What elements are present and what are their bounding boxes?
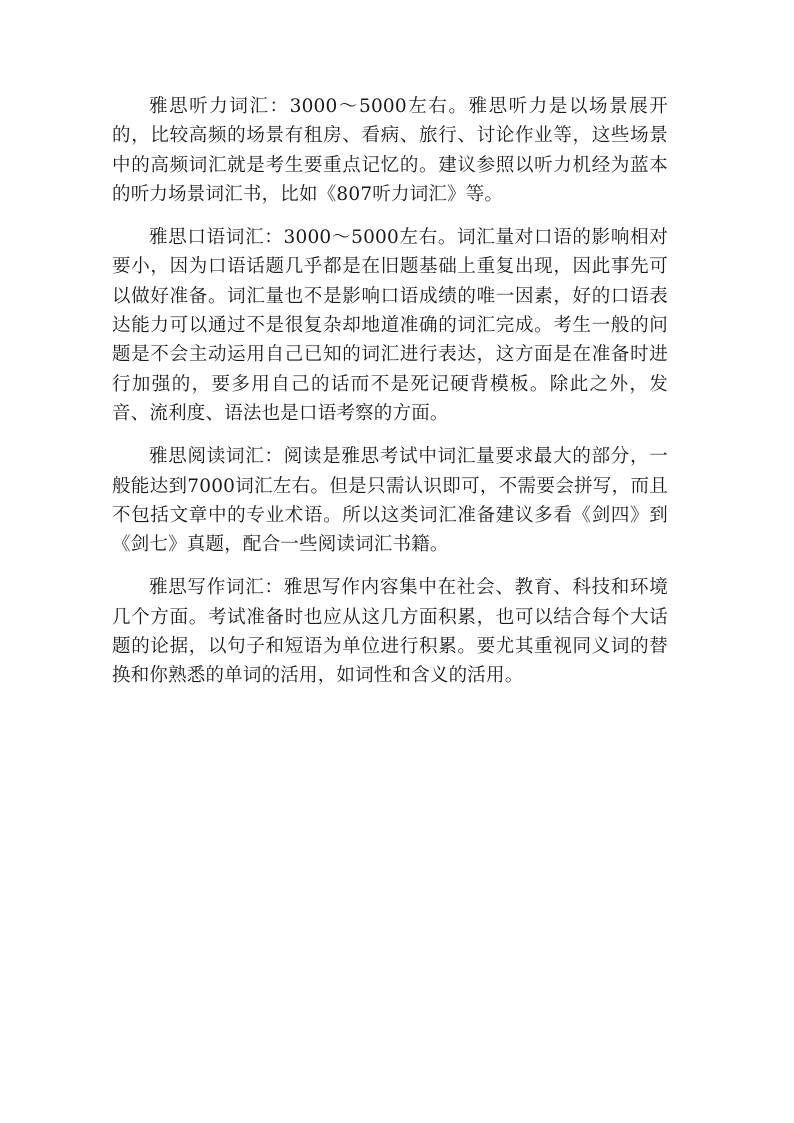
paragraph-speaking-vocabulary: 雅思口语词汇：3000～5000左右。词汇量对口语的影响相对要小，因为口语话题几乎都是在旧题基础上重复出现，因此事先可以做好准备。词汇量也不是影响口语成绩的唯一因素，好的口语表达能力可以通过不是很复杂却地道准确的词汇完成。考生一般的问题是不会主动运用自己已知的词汇进行表达，这方面是在准备时进行加强的，要多用自己的话而不是死记硬背模板。除此之外，发音、流利度、语法也是口语考察的方面。 — [112, 227, 668, 424]
paragraph-reading-vocabulary: 雅思阅读词汇：阅读是雅思考试中词汇量要求最大的部分，一般能达到7000词汇左右。但是只需认识即可，不需要会拼写，而且不包括文章中的专业术语。所以这类词汇准备建议多看《剑四》到《剑七》真题，配合一些阅读词汇书籍。 — [112, 446, 668, 556]
document-body — [112, 92, 668, 705]
paragraph-listening-vocabulary: 雅思听力词汇：3000～5000左右。雅思听力是以场景展开的，比较高频的场景有租房、看病、旅行、讨论作业等，这些场景中的高频词汇就是考生要重点记忆的。建议参照以听力机经为蓝本的听力场景词汇书，比如《807听力词汇》等。 — [112, 96, 668, 205]
paragraph-writing-vocabulary: 雅思写作词汇：雅思写作内容集中在社会、教育、科技和环境几个方面。考试准备时也应从这几方面积累，也可以结合每个大话题的论据，以句子和短语为单位进行积累。要尤其重视同义词的替换和你熟悉的单词的活用，如词性和含义的活用。 — [112, 577, 668, 687]
